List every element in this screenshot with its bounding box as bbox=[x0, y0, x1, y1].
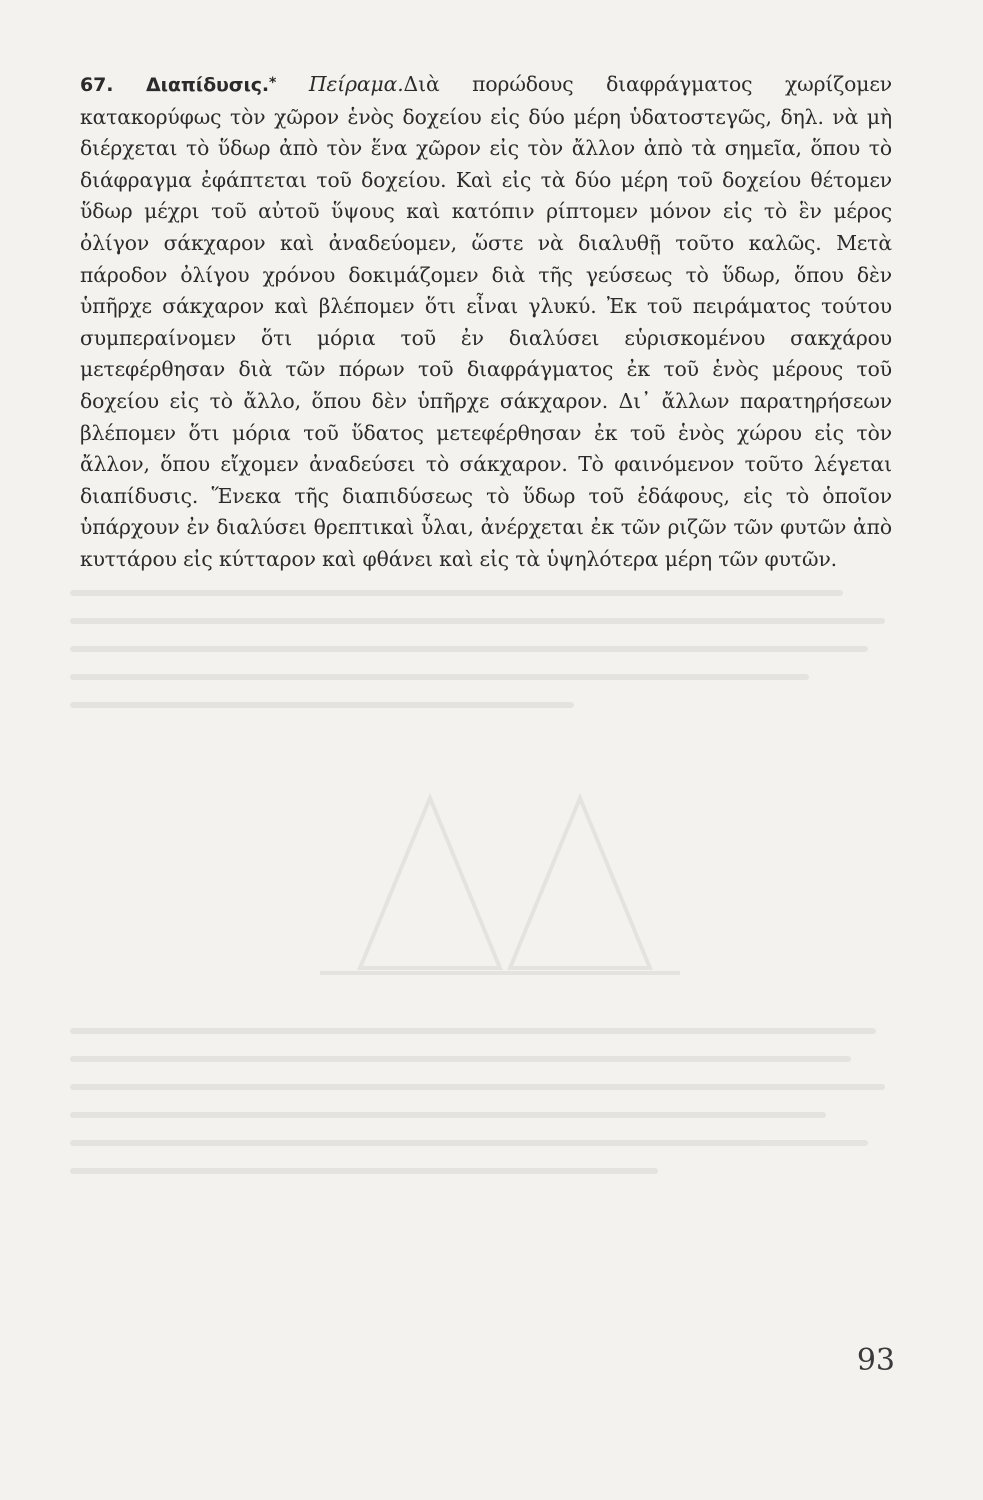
page-number: 93 bbox=[856, 1343, 895, 1378]
text-block bbox=[80, 68, 892, 576]
section-body: Διὰ πορώδους διαφράγματος χωρίζομεν κατακορύφως τὸν χῶρον ἑνὸς δοχείου εἰς δύο μέρη ὑδατοστεγῶς, δηλ. νὰ μὴ διέρχεται τὸ ὕδωρ ἀπὸ τὸν ἕνα χῶρον εἰς τὸν ἄλλον ἀπὸ τὰ σημεῖα, ὅπου τὸ διάφραγμα ἐφάπτεται τοῦ δοχείου. Καὶ εἰς τὰ δύο μέρη τοῦ δοχείου θέτομεν ὕδωρ μέχρι τοῦ αὐτοῦ ὕψους καὶ κατόπιν ρίπτομεν μόνον εἰς τὸ ἓν μέρος ὀλίγον σάκχαρον καὶ ἀναδεύομεν, ὥστε νὰ διαλυθῇ τοῦτο καλῶς. Μετὰ πάροδον ὀλίγου χρόνου δοκιμάζομεν διὰ τῆς γεύσεως τὸ ὕδωρ, ὅπου δὲν ὑπῆρχε σάκχαρον καὶ βλέπομεν ὅτι εἶναι γλυκύ. Ἐκ τοῦ πειράματος τούτου συμπεραίνομεν ὅτι μόρια τοῦ ἐν διαλύσει εὑρισκομένου σακχάρου μετεφέρθησαν διὰ τῶν πόρων τοῦ διαφράγματος ἐκ τοῦ ἑνὸς μέρους τοῦ δοχείου εἰς τὸ ἄλλο, ὅπου δὲν ὑπῆρχε σάκχαρον. Δι᾽ ἄλλων παρατηρήσεων βλέπομεν ὅτι μόρια τοῦ ὕδατος μετεφέρθησαν ἐκ τοῦ ἑνὸς χώρου εἰς τὸν ἄλλον, ὅπου εἴχομεν ἀναδεύσει τὸ σάκχαρον. Τὸ φαινόμενον τοῦτο λέγεται διαπίδυσις. Ἕνεκα τῆς διαπιδύσεως τὸ ὕδωρ τοῦ ἐδάφους, εἰς τὸ ὁποῖον ὑπάρχουν ἐν διαλύσει θρεπτικαὶ ὗλαι, ἀνέρχεται ἐκ τῶν ριζῶν τῶν φυτῶν ἀπὸ κυττάρου εἰς κύτταρον καὶ φθάνει καὶ εἰς τὰ ὑψηλότερα μέρη τῶν φυτῶν. bbox=[80, 72, 892, 571]
section-title: Διαπίδυσις. bbox=[145, 74, 270, 96]
section-paragraph bbox=[80, 68, 892, 576]
section-number: 67. bbox=[80, 74, 114, 96]
show-through-figure bbox=[280, 768, 700, 988]
footnote-mark: * bbox=[269, 75, 277, 91]
experiment-lead: Πείραμα. bbox=[308, 72, 404, 96]
show-through-background bbox=[70, 590, 910, 1230]
